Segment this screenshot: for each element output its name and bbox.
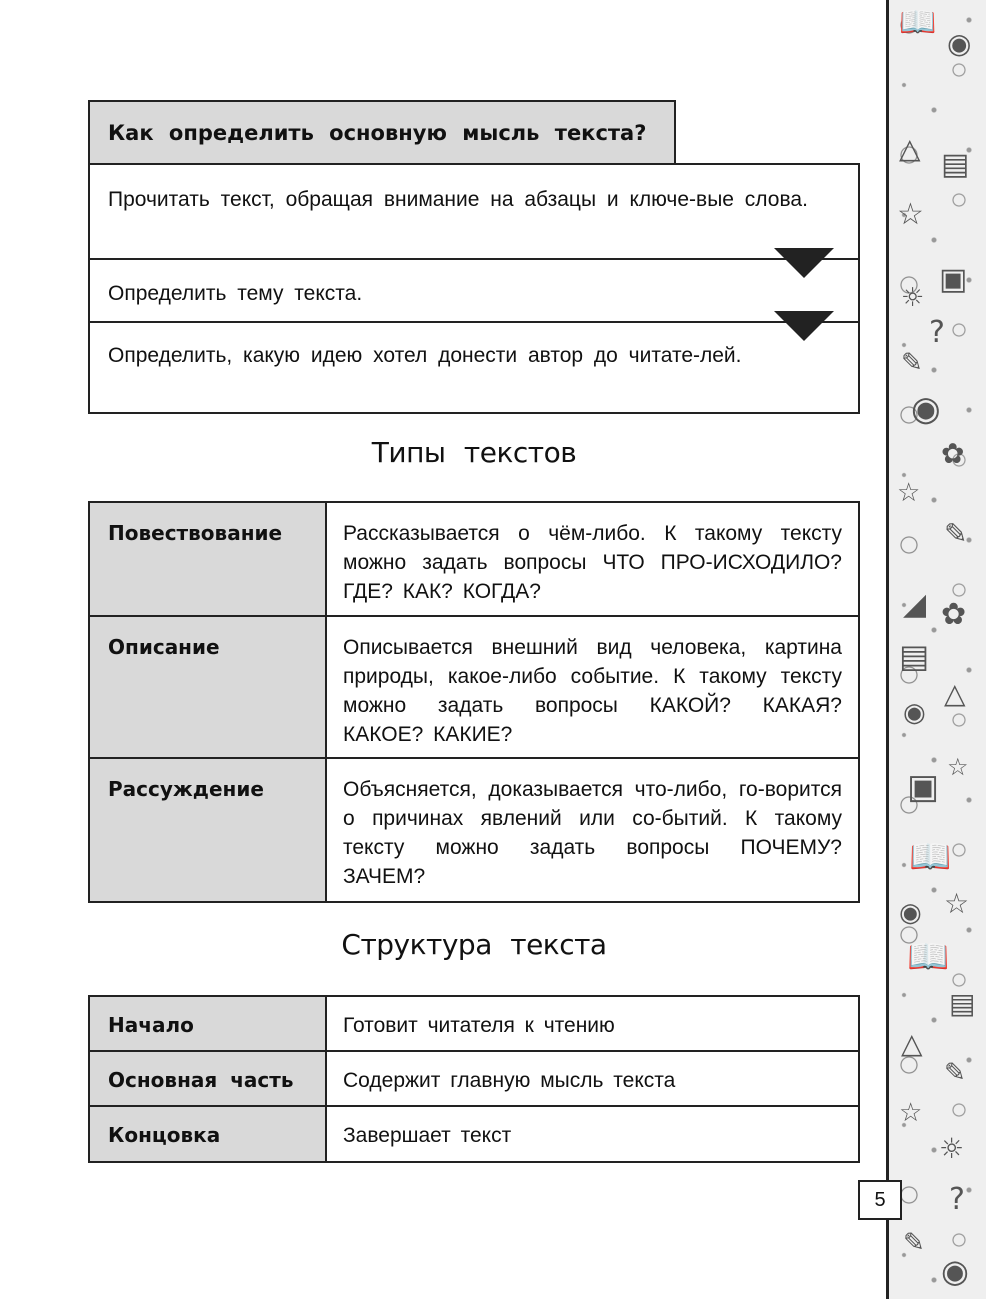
apple-icon: ◉ <box>903 698 926 728</box>
flower-icon: ✿ <box>941 437 965 470</box>
type-description: Рассказывается о чём-либо. К такому тексту можно задать вопросы ЧТО ПРО-ИСХОДИЛО? ГДЕ? КАК? КОГДА? <box>326 502 859 616</box>
pencil-icon: ✎ <box>944 517 968 550</box>
structure-description: Готовит читателя к чтению <box>326 996 859 1051</box>
structure-table <box>88 995 860 1163</box>
structure-description: Содержит главную мысль текста <box>326 1051 859 1106</box>
flask-icon: △ <box>899 132 921 165</box>
structure-label: Начало <box>89 996 326 1051</box>
table-row <box>89 758 859 902</box>
main-idea-step-2: Определить тему текста. <box>108 282 363 305</box>
pencil-icon: ✎ <box>903 1228 925 1258</box>
star-icon: ☆ <box>897 478 921 508</box>
type-label: Рассуждение <box>89 758 326 902</box>
types-table <box>88 501 860 903</box>
palette-icon: ◉ <box>911 389 941 429</box>
type-description: Объясняется, доказывается что-либо, го-ворится о причинах явлений или со-бытий. К такому тексту можно задать вопросы ПОЧЕМУ? ЗАЧЕМ? <box>326 758 859 902</box>
main-idea-title: Как определить основную мысль текста? <box>88 100 676 164</box>
lightbulb-icon: ☼ <box>939 1132 965 1165</box>
table-row <box>89 1106 859 1162</box>
structure-description: Завершает текст <box>326 1106 859 1162</box>
pencil-icon: ✎ <box>944 1058 966 1088</box>
page-number: 5 <box>858 1180 902 1220</box>
main-idea-step-1: Прочитать текст, обращая внимание на абзацы и ключе-вые слова. <box>108 188 808 211</box>
star-icon: ☆ <box>944 887 970 920</box>
types-heading: Типы текстов <box>371 436 577 469</box>
table-row <box>89 996 859 1051</box>
apple-icon: ◉ <box>899 898 922 928</box>
ruler-icon: ◢ <box>903 587 927 622</box>
notebook-icon: ▤ <box>941 147 970 182</box>
step-divider <box>90 258 858 260</box>
structure-label: Основная часть <box>89 1051 326 1106</box>
main-idea-steps <box>88 163 860 414</box>
step-divider <box>90 321 858 323</box>
type-label: Повествование <box>89 502 326 616</box>
question-mark-icon: ? <box>929 315 945 350</box>
notebook-icon: ▤ <box>899 637 930 675</box>
backpack-icon: ▣ <box>907 767 940 807</box>
star-icon: ☆ <box>947 753 969 781</box>
palette-icon: ◉ <box>941 1252 969 1290</box>
question-mark-icon: ? <box>949 1182 965 1217</box>
type-description: Описывается внешний вид человека, картина природы, какое-либо событие. К такому тексту можно задать вопросы КАКОЙ? КАКАЯ? КАКОЕ? КАКИЕ? <box>326 616 859 758</box>
book-icon: 📖 <box>909 837 952 877</box>
structure-label: Концовка <box>89 1106 326 1162</box>
backpack-icon: ▣ <box>939 262 968 297</box>
pencil-icon: ✎ <box>901 348 923 378</box>
star-icon: ☆ <box>897 197 924 232</box>
apple-icon: ◉ <box>947 27 972 60</box>
book-icon: 📖 <box>899 5 937 40</box>
main-idea-step-3: Определить, какую идею хотел донести автор до читате-лей. <box>108 344 742 367</box>
table-row <box>89 502 859 616</box>
notebook-icon: ▤ <box>949 987 976 1020</box>
flask-icon: △ <box>944 677 966 710</box>
table-row <box>89 1051 859 1106</box>
flask-icon: △ <box>901 1027 923 1060</box>
decorative-doodle-strip <box>886 0 986 1299</box>
book-icon: 📖 <box>907 937 950 977</box>
star-icon: ☆ <box>899 1098 923 1128</box>
arrow-down-icon <box>774 311 834 341</box>
flower-icon: ✿ <box>941 597 967 632</box>
arrow-down-icon <box>774 248 834 278</box>
table-row <box>89 616 859 758</box>
type-label: Описание <box>89 616 326 758</box>
lightbulb-icon: ☼ <box>901 283 925 313</box>
structure-heading: Структура текста <box>341 928 607 961</box>
